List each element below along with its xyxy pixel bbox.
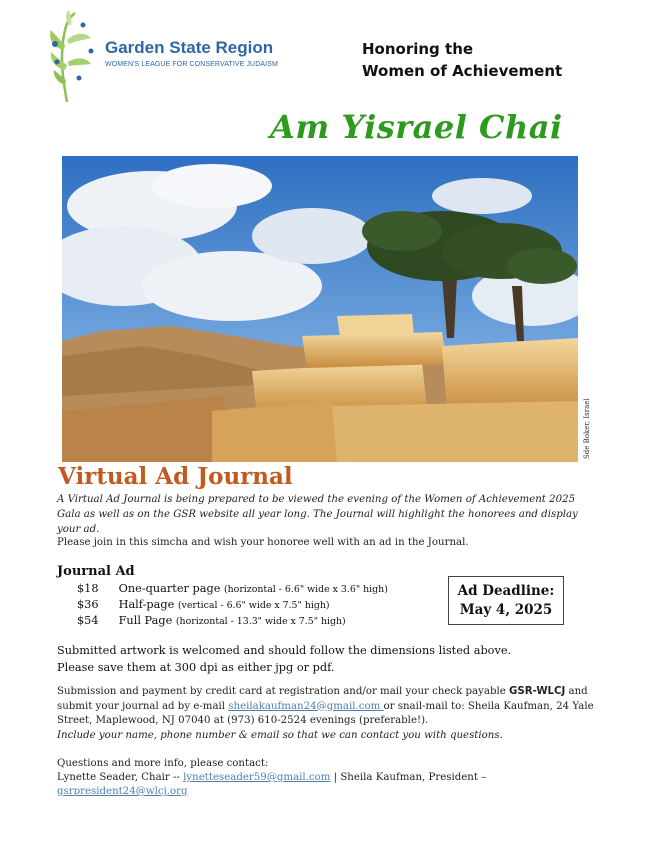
submission-email-link[interactable]: sheilakaufman24@gmail.com [228, 700, 384, 712]
artwork-line-1: Submitted artwork is welcomed and should follow the dimensions listed above. [57, 644, 512, 657]
submission-text-1: Submission and payment by credit card at registration and/or mail your check payable [57, 686, 509, 697]
logo-subtitle: WOMEN'S LEAGUE FOR CONSERVATIVE JUDAISM [105, 61, 278, 68]
deadline-box [448, 576, 564, 625]
contact-line [57, 771, 617, 799]
logo-title: Garden State Region [105, 38, 274, 57]
ad-size: Full Page [118, 614, 173, 627]
desert-landscape-image [62, 156, 578, 462]
submission-text-2: and submit your journal ad by e-mail [57, 686, 588, 712]
ad-dimensions: (vertical - 6.6" wide x 7.5" high) [177, 600, 330, 611]
journal-ad-heading: Journal Ad [57, 564, 135, 579]
ad-dimensions: (horizontal - 6.6" wide x 3.6" high) [223, 584, 388, 595]
join-paragraph: Please join in this simcha and wish your honoree well with an ad in the Journal. [57, 537, 469, 548]
honoring-heading [362, 38, 562, 82]
ad-price: $18 [77, 582, 99, 595]
landscape-photo [62, 156, 578, 462]
ad-dimensions: (horizontal - 13.3" wide x 7.5" high) [175, 616, 346, 627]
president-name: | Sheila Kaufman, President – [330, 772, 487, 783]
contact-intro: Questions and more info, please contact: [57, 758, 269, 769]
section-heading: Virtual Ad Journal [58, 463, 293, 490]
contact-paragraph [57, 757, 617, 799]
submission-text-3: or snail-mail to: Sheila Kaufman, 24 Yale Street, Maplewood, NJ 07040 at (973) 610-2524 evenings (preferable!). [57, 700, 594, 726]
chair-email-link[interactable]: lynetteseader59@gmail.com [183, 772, 331, 783]
ad-option-row [77, 582, 388, 595]
honoring-line-1: Honoring the [362, 40, 474, 58]
payee-name: GSR-WLCJ [509, 686, 566, 697]
page-title: Am Yisrael Chai [270, 108, 563, 146]
ad-option-row [77, 598, 330, 611]
org-logo [45, 10, 280, 105]
ad-price: $54 [77, 614, 99, 627]
chair-name: Lynette Seader, Chair -- [57, 772, 184, 783]
artwork-line-2: Please save them at 300 dpi as either jpg or pdf. [57, 661, 335, 674]
intro-paragraph: A Virtual Ad Journal is being prepared to be viewed the evening of the Women of Achievement 2025 Gala as well as on the GSR website all year long. The Journal will highlight the honorees and display your ad. [57, 494, 578, 535]
ad-size: One-quarter page [118, 582, 221, 595]
president-email-link[interactable]: gsrpresident24@wlcj.org [57, 786, 188, 797]
artwork-paragraph [57, 642, 511, 676]
deadline-label: Ad Deadline: [457, 583, 555, 599]
submission-paragraph [57, 685, 602, 743]
ad-option-row [77, 614, 346, 627]
photo-caption: Sde Boker, Israel [583, 398, 591, 459]
ad-size: Half-page [118, 598, 175, 611]
submission-note: Include your name, phone number & email so that we can contact you with questions. [57, 729, 503, 741]
honoring-line-2: Women of Achievement [362, 62, 563, 80]
deadline-date: May 4, 2025 [459, 602, 553, 618]
ad-price: $36 [77, 598, 99, 611]
